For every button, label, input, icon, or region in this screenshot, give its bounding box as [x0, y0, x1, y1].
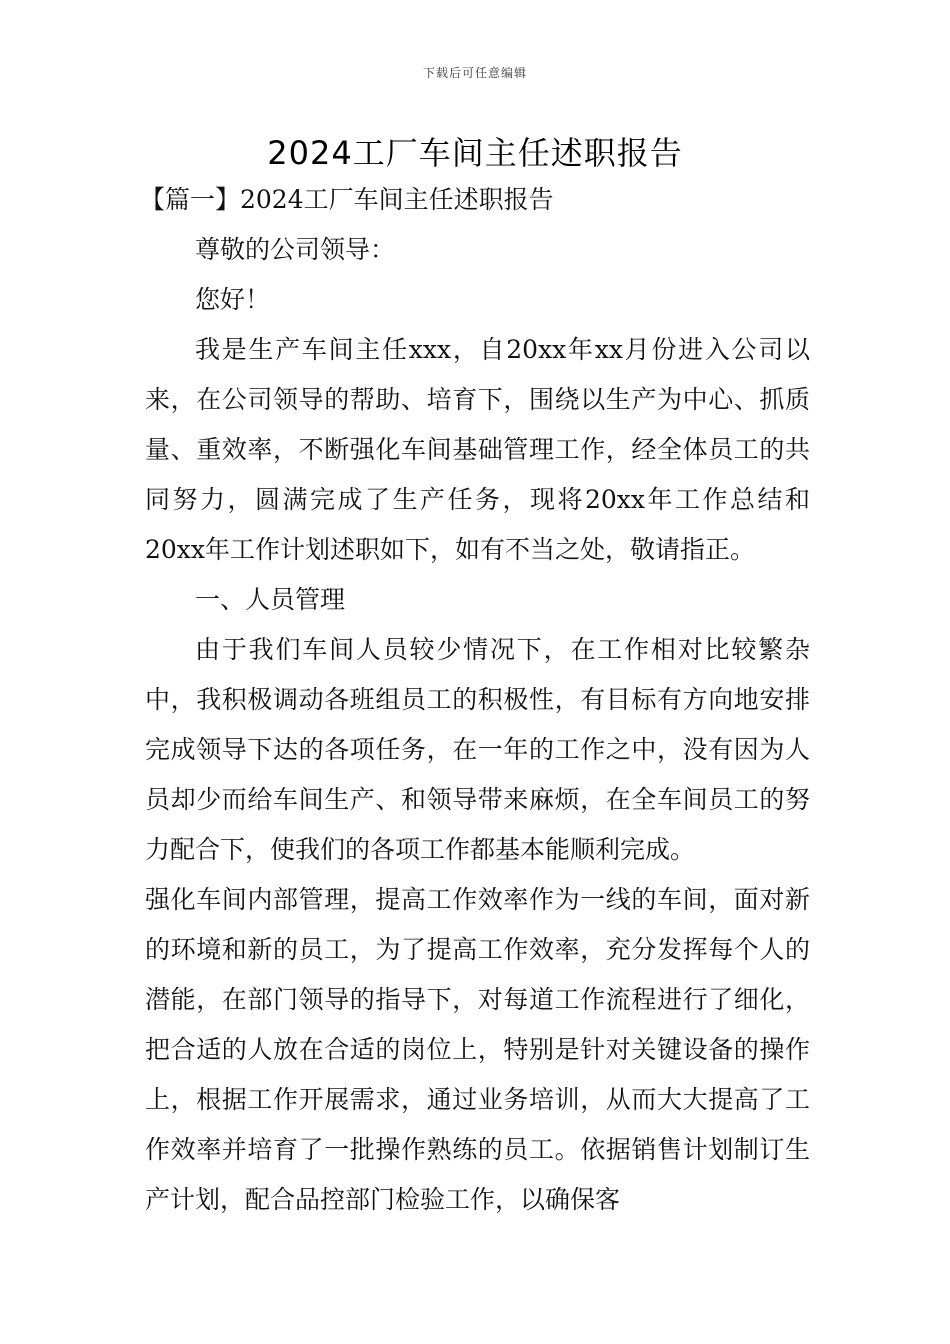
- intro-paragraph: 我是生产车间主任xxx，自20xx年xx月份进入公司以来，在公司领导的帮助、培育下，围绕以生产为中心、抓质量、重效率，不断强化车间基础管理工作，经全体员工的共同努力，圆满完成了生产任务，现将20xx年工作总结和20xx年工作计划述职如下，如有不当之处，敬请指正。: [145, 335, 810, 564]
- management-paragraph: 强化车间内部管理，提高工作效率作为一线的车间，面对新的环境和新的员工，为了提高工作效率，充分发挥每个人的潜能，在部门领导的指导下，对每道工作流程进行了细化，把合适的人放在合适的岗位上，特别是针对关键设备的操作上，根据工作开展需求，通过业务培训，从而大大提高了工作效率并培育了一批操作熟练的员工。依据销售计划制订生产计划，配合品控部门检验工作，以确保客: [145, 885, 810, 1214]
- greeting: 您好！: [195, 285, 271, 314]
- personnel-paragraph: 由于我们车间人员较少情况下，在工作相对比较繁杂中，我积极调动各班组员工的积极性，有目标有方向地安排完成领导下达的各项任务，在一年的工作之中，没有因为人员却少而给车间生产、和领导带来麻烦，在全车间员工的努力配合下，使我们的各项工作都基本能顺利完成。: [145, 635, 810, 864]
- document-title: 2024工厂车间主任述职报告: [267, 134, 683, 172]
- section-heading-personnel: 一、人员管理: [195, 585, 346, 614]
- header-note: 下载后可任意编辑: [422, 66, 527, 80]
- document-body: [140, 175, 810, 1225]
- salutation: 尊敬的公司领导：: [195, 235, 396, 264]
- section-heading-part-one: 【篇一】2024工厂车间主任述职报告: [140, 185, 554, 214]
